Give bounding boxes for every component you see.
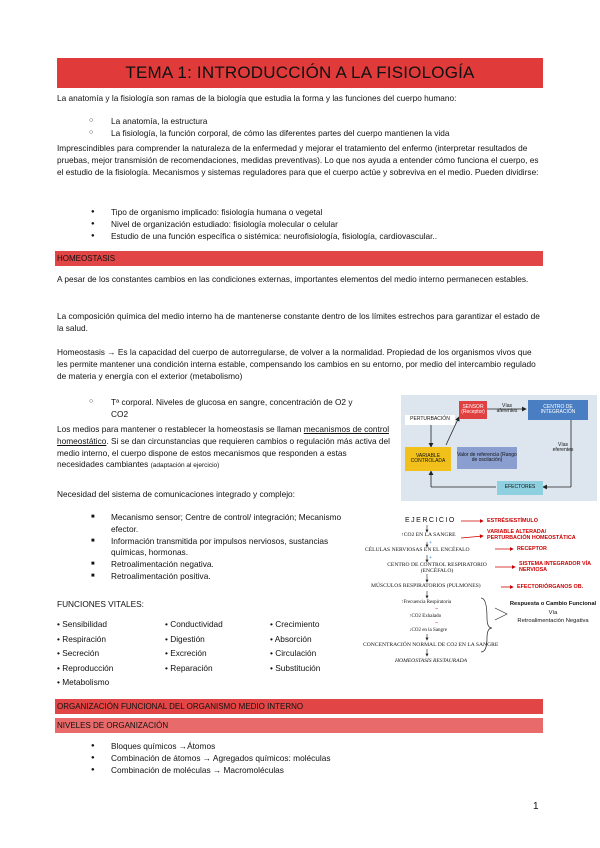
musculos-label: MÚSCULOS RESPIRATORIOS (PULMONES) xyxy=(371,583,481,589)
list-item: ■ Información transmitida por impulsos nerviosos, sustancias químicas, hormonas. xyxy=(111,536,351,560)
paragraph-fisiologia: Imprescindibles para comprender la naturaleza de la enfermedad y mejorar el tratamiento del enfermo (interpretar resultados de pruebas, mejor transmisión de recomendaciones, medidas preventivas). Lo que nos ayuda a entender cómo funciona el cuerpo, es el estudio de la fisiología. Mecanismos y sistemas reguladores para que el cuerpo actúe y sobreviva en el medio. Pueden dividirse: xyxy=(57,143,539,177)
underlined-term: mecanismos de control homeostático xyxy=(57,424,390,446)
list-item: • Excreción xyxy=(165,648,207,659)
page-number: 1 xyxy=(533,801,539,812)
retro-label: Retroalimentación Negativa xyxy=(517,618,589,625)
list-item: ● Tipo de organismo implicado: fisiología humana o vegetal xyxy=(111,207,541,219)
list-item: • Secreción xyxy=(57,648,100,659)
list-item: • Crecimiento xyxy=(270,619,320,629)
list-item: ● Combinación de moléculas → Macromoléculas xyxy=(111,765,541,777)
exercise-homeostasis-diagram xyxy=(363,510,597,670)
homeostasis-restaurada-label: HOMEOSTASIS RESTAURADA xyxy=(395,658,468,664)
list-item: ● Nivel de organización estudiado: fisiología molecular o celular xyxy=(111,219,541,231)
sensor-box: SENSOR (Receptor) xyxy=(459,401,487,419)
efectores-box: EFECTORES xyxy=(497,481,543,495)
respuesta-label: Respuesta o Cambio Funcional xyxy=(509,601,597,607)
funciones-heading: FUNCIONES VITALES: xyxy=(57,599,144,609)
list-item: ● Bloques químicos →Átomos xyxy=(111,741,541,753)
list-item: • Reproducción xyxy=(57,662,114,673)
paragraph-control-mechanisms xyxy=(57,424,394,471)
list-item: ■ Retroalimentación positiva. xyxy=(111,571,351,583)
list-item: • Digestión xyxy=(165,633,205,644)
paragraph-communication: Necesidad del sistema de comunicaciones integrado y complejo: xyxy=(57,489,295,499)
section-heading-niveles: NIVELES DE ORGANIZACIÓN xyxy=(55,718,543,733)
system-list xyxy=(111,512,351,583)
frecuencia-label: ↑Frecuencia Respiratoria xyxy=(401,600,452,605)
co2-exhalado-label: ↑CO2 Exhalado xyxy=(409,614,442,619)
minus-sign: − xyxy=(435,606,439,612)
co2-sangre-label: ↑CO2 EN LA SANGRE xyxy=(401,532,456,538)
receptor-label: RECEPTOR xyxy=(517,546,547,552)
centro-integracion-box: CENTRO DE INTEGRACIÓN xyxy=(528,400,588,420)
list-item: • Reparación xyxy=(165,662,213,673)
concentracion-normal-label: CONCENTRACIÓN NORMAL DE CO2 EN LA SANGRE xyxy=(363,642,499,648)
paragraph-homeostasis-definition: Homeostasis → Es la capacidad del cuerpo de autorregularse, de volver a la normalidad. Propiedad de los organismos vivos que les permite mantener una condición interna estable, compensando los cambios en su entorno, por medio del intercambio regulado de materia y energía con el exterior (metabolismo) xyxy=(57,347,536,381)
list-item: • Sensibilidad xyxy=(57,619,107,629)
funciones-columns xyxy=(57,617,357,690)
section-heading-organizacion: ORGANIZACIÓN FUNCIONAL DEL ORGANISMO MEDIO INTERNO xyxy=(55,699,543,714)
list-item: • Metabolismo xyxy=(57,677,110,688)
small-note: (adaptación al ejercicio) xyxy=(150,462,220,470)
funciones-col-3 xyxy=(270,617,357,690)
perturbacion-box: PERTURBACIÓN xyxy=(405,415,455,425)
respuesta-block xyxy=(509,600,597,626)
list-item: ● Combinación de átomos → Agregados químicos: moléculas xyxy=(111,753,541,765)
list-item: • Conductividad xyxy=(165,619,223,629)
variable-controlada-box: VARIABLE CONTROLADA xyxy=(405,447,451,471)
intro-text: La anatomía y la fisiología son ramas de la biología que estudia la forma y las funciones del cuerpo humano: xyxy=(57,93,457,103)
niveles-list xyxy=(111,741,541,776)
text-span: . Si se dan circunstancias que requieren cambios o regulación más activa del medio interno, el cuerpo dispone de estos mecanismos que responden a estas necesidades cambiantes xyxy=(57,435,390,470)
funciones-col-1 xyxy=(57,617,165,690)
minus-sign: − xyxy=(435,620,439,626)
plus-sign: + xyxy=(429,540,433,546)
paragraph-homeostasis-1: A pesar de los constantes cambios en las condiciones externas, importantes elementos del medio interno permanecen estables. xyxy=(57,274,529,284)
estres-label: ESTRÉS/ESTÍMULO xyxy=(487,518,538,524)
vias-aferentes-label: Vías aferentes xyxy=(496,402,518,414)
via-label: Vía xyxy=(548,609,558,616)
list-item: • Respiración xyxy=(57,633,107,644)
celulas-label: CÉLULAS NERVIOSAS EN EL ENCÉFALO xyxy=(365,547,470,553)
valor-referencia-box: Valor de referencia (Rango de oscilación) xyxy=(457,447,517,469)
list-item: • Absorción xyxy=(270,633,312,644)
efector-label: EFECTOR/ÓRGANOS OB. xyxy=(517,584,584,590)
list-item: ○ La anatomía, la estructura xyxy=(111,116,541,128)
funciones-col-2 xyxy=(165,617,270,690)
plus-sign: + xyxy=(429,555,433,561)
sistema-integrador-label: SISTEMA INTEGRADOR VÍA NERVIOSA xyxy=(519,561,591,573)
variable-alterada-label: VARIABLE ALTERADA/ PERTURBACIÓN HOMEOSTÁTICA xyxy=(487,529,576,541)
intro-list xyxy=(111,116,541,140)
page-title: TEMA 1: INTRODUCCIÓN A LA FISIOLOGÍA xyxy=(57,58,543,88)
list-item: • Circulación xyxy=(270,648,317,659)
list-item: ● Estudio de una función específica o sistémica: neurofisiología, fisiología, cardiovascular.. xyxy=(111,231,541,243)
paragraph-homeostasis-2: La composición química del medio interno ha de mantenerse constante dentro de los límites estrechos para garantizar el estado de la salud. xyxy=(57,311,540,333)
example-list xyxy=(111,397,356,421)
text-span: Los medios para mantener o restablecer la homeostasis se llaman xyxy=(57,424,304,434)
divisions-list xyxy=(111,207,541,242)
ejercicio-label: EJERCICIO xyxy=(405,517,456,524)
centro-control-label: CENTRO DE CONTROL RESPIRATORIO (ENCÉFALO) xyxy=(387,562,487,575)
co2-sangre-baja-label: ↓CO2 en la Sangre xyxy=(409,628,447,633)
list-item: ○ La fisiología, la función corporal, de cómo las diferentes partes del cuerpo mantienen la vida xyxy=(111,128,541,140)
list-item: ○ Tª corporal. Niveles de glucosa en sangre, concentración de O2 y CO2 xyxy=(111,397,356,421)
list-item: • Substitución xyxy=(270,662,321,673)
vias-eferentes-label: Vías eferentes xyxy=(552,441,574,453)
list-item: ■ Mecanismo sensor; Centre de control/ integración; Mecanismo efector. xyxy=(111,512,351,536)
section-heading-homeostasis: HOMEOSTASIS xyxy=(55,251,543,266)
list-item: ■ Retroalimentación negativa. xyxy=(111,559,351,571)
homeostasis-feedback-diagram xyxy=(401,395,597,501)
